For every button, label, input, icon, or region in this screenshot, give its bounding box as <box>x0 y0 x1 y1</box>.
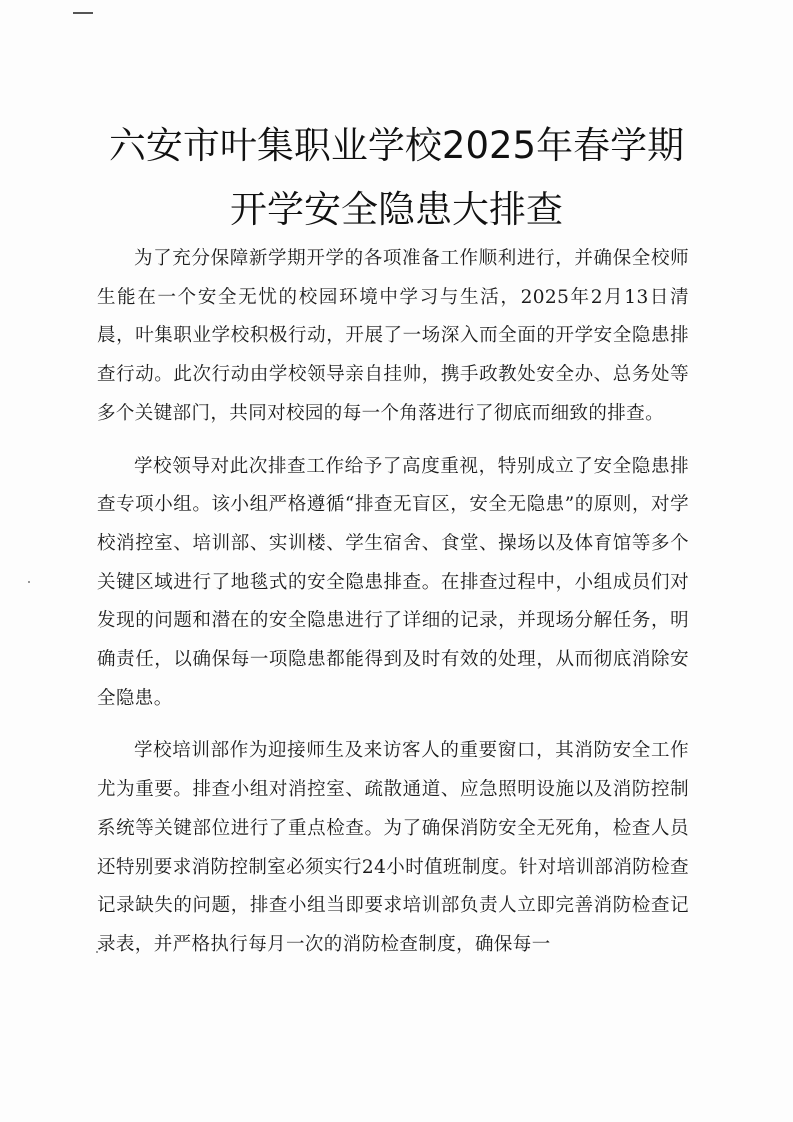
paragraph-1: 为了充分保障新学期开学的各项准备工作顺利进行，并确保全校师生能在一个安全无忧的校园环境中学习与生活，2025年2月13日清晨，叶集职业学校积极行动，开展了一场深入而全面的开学安全隐患排查行动。此次行动由学校领导亲自挂帅，携手政教处安全办、总务处等多个关键部门，共同对校园的每一个角落进行了彻底而细致的排查。 <box>97 248 689 424</box>
document-title-line-2: 开学安全隐患大排查 <box>230 188 563 231</box>
scan-speck <box>28 581 30 583</box>
document-body <box>97 240 689 979</box>
scan-mark <box>73 12 93 14</box>
paragraph-3: 学校培训部作为迎接师生及来访客人的重要窗口，其消防安全工作尤为重要。排查小组对消控室、疏散通道、应急照明设施以及消防控制系统等关键部位进行了重点检查。为了确保消防安全无死角，检查人员还特别要求消防控制室必须实行24小时值班制度。针对培训部消防检查记录缺失的问题，排查小组当即要求培训部负责人立即完善消防检查记录表，并严格执行每月一次的消防检查制度，确保每一 <box>97 740 689 955</box>
document-title-line-1: 六安市叶集职业学校2025年春学期 <box>108 124 685 167</box>
paragraph-2: 学校领导对此次排查工作给予了高度重视，特别成立了安全隐患排查专项小组。该小组严格遵循“排查无盲区，安全无隐患”的原则，对学校消控室、培训部、实训楼、学生宿舍、食堂、操场以及体育馆等多个关键区域进行了地毯式的安全隐患排查。在排查过程中，小组成员们对发现的问题和潜在的安全隐患进行了详细的记录，并现场分解任务，明确责任，以确保每一项隐患都能得到及时有效的处理，从而彻底消除安全隐患。 <box>97 455 689 709</box>
